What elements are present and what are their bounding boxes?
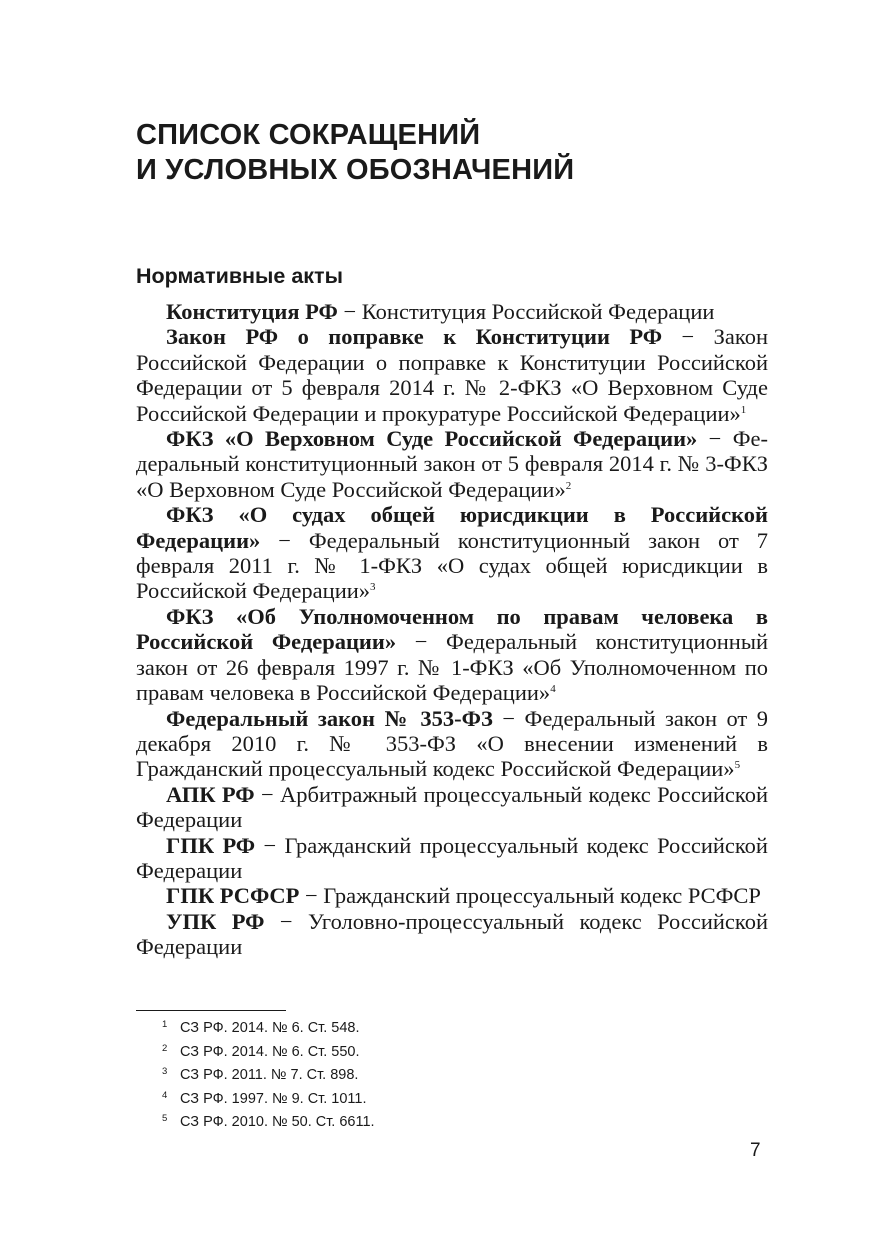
entry-dash: − (299, 883, 324, 909)
abbreviation-term: УПК РФ (166, 908, 265, 934)
abbreviation-entry (136, 883, 768, 908)
entry-dash: − (264, 908, 308, 934)
abbreviation-term: Закон РФ о поправке к Конституции РФ (166, 324, 663, 350)
abbreviation-entry (136, 299, 768, 324)
footnote-text: СЗ РФ. 2010. № 50. Ст. 6611. (180, 1114, 375, 1131)
footnote (162, 1109, 375, 1133)
entry-dash: − (396, 629, 447, 655)
abbreviation-definition: Конституция Российской Федерации (361, 299, 715, 324)
footnote-text: СЗ РФ. 1997. № 9. Ст. 1011. (180, 1090, 367, 1107)
abbreviation-entry (136, 426, 768, 502)
footnote-text: СЗ РФ. 2011. № 7. Ст. 898. (180, 1067, 359, 1084)
abbreviation-definition: Гражданский процессуальный кодекс РСФСР (323, 883, 761, 909)
abbreviation-term: ФКЗ «О Верховном Суде Российской Федерации» (166, 426, 698, 452)
page-title (136, 118, 776, 188)
abbreviation-definition: Закон Российской Федерации о поправке к Конституции Российской Федерации от 5 февраля 2014 г. № 2-ФКЗ «О Верховном Суде Российской Федерации и прокуратуре Российской Федерации» (136, 324, 768, 426)
abbreviation-list (136, 299, 768, 960)
footnote-mark: 5 (162, 1113, 168, 1125)
abbreviation-definition: Гражданский процессуальный кодекс Российской Федерации (136, 832, 768, 883)
abbreviation-term: Конституция РФ (166, 299, 338, 324)
section-heading: Нормативные акты (136, 264, 343, 288)
footnote-mark: 4 (162, 1089, 168, 1101)
footnotes (162, 1015, 375, 1133)
abbreviation-definition: Арбитражный процессуальный кодекс Российской Федерации (136, 781, 768, 833)
abbreviation-entry (136, 833, 768, 884)
abbreviation-term: ФКЗ «О судах общей юрисдикции в Российской Федерации» (136, 502, 768, 553)
footnote-reference[interactable]: 3 (370, 581, 376, 594)
footnote-reference[interactable]: 1 (740, 403, 747, 416)
footnote (162, 1086, 375, 1110)
abbreviation-entry (136, 706, 768, 782)
abbreviation-definition: Федеральный закон от 9 декабря 2010 г. № 353-ФЗ «О внесении изменений в Гражданский процессуальный кодекс Российской Федерации» (136, 705, 768, 782)
abbreviation-term: ГПК РСФСР (166, 883, 300, 909)
abbreviation-term: АПК РФ (166, 781, 255, 807)
abbreviation-entry (136, 782, 768, 833)
abbreviation-definition: Уголовно-процессуальный кодекс Российской Федерации (136, 908, 768, 960)
footnote-text: СЗ РФ. 2014. № 6. Ст. 550. (180, 1043, 360, 1060)
page-number: 7 (750, 1140, 761, 1161)
abbreviation-definition: Федеральный конституционный закон от 7 февраля 2011 г. № 1-ФКЗ «О судах общей юрисдикции в Российской Федерации» (136, 527, 768, 604)
abbreviation-definition: Федеральный конституционный закон от 5 февраля 2014 г. № 3-ФКЗ «О Верховном Суде Российской Федерации» (136, 426, 768, 502)
footnote-mark: 3 (162, 1066, 168, 1078)
abbreviation-entry (136, 502, 768, 604)
entry-dash: − (255, 832, 285, 858)
footnote-mark: 2 (162, 1042, 168, 1054)
footnote (162, 1015, 375, 1039)
abbreviation-term: ГПК РФ (166, 832, 256, 858)
footnote-reference[interactable]: 2 (565, 479, 572, 492)
footnote-reference[interactable]: 4 (550, 683, 556, 696)
abbreviation-entry (136, 324, 768, 426)
entry-dash: − (254, 781, 281, 807)
abbreviation-term: ФКЗ «Об Уполномоченном по правам человека в Российской Федерации» (136, 603, 768, 655)
footnote (162, 1039, 375, 1063)
page-title-line-1: СПИСОК СОКРАЩЕНИЙ (136, 119, 481, 151)
abbreviation-entry (136, 909, 768, 960)
abbreviation-definition: Федеральный конституционный закон от 26 февраля 1997 г. № 1-ФКЗ «Об Уполномоченном по правам человека в Российской Федерации» (136, 629, 768, 706)
entry-dash: − (697, 426, 733, 452)
entry-dash: − (492, 705, 525, 731)
footnote-mark: 1 (162, 1019, 168, 1030)
page-title-line-2: И УСЛОВНЫХ ОБОЗНАЧЕНИЙ (136, 154, 575, 186)
footnote-divider (136, 1010, 286, 1011)
abbreviation-entry (136, 604, 768, 706)
entry-dash: − (662, 324, 714, 350)
footnote-reference[interactable]: 5 (734, 759, 741, 772)
footnote (162, 1062, 375, 1086)
abbreviation-term: Федеральный закон № 353-ФЗ (166, 705, 493, 731)
entry-dash: − (260, 527, 309, 553)
footnote-text: СЗ РФ. 2014. № 6. Ст. 548. (180, 1020, 360, 1036)
entry-dash: − (337, 299, 362, 324)
